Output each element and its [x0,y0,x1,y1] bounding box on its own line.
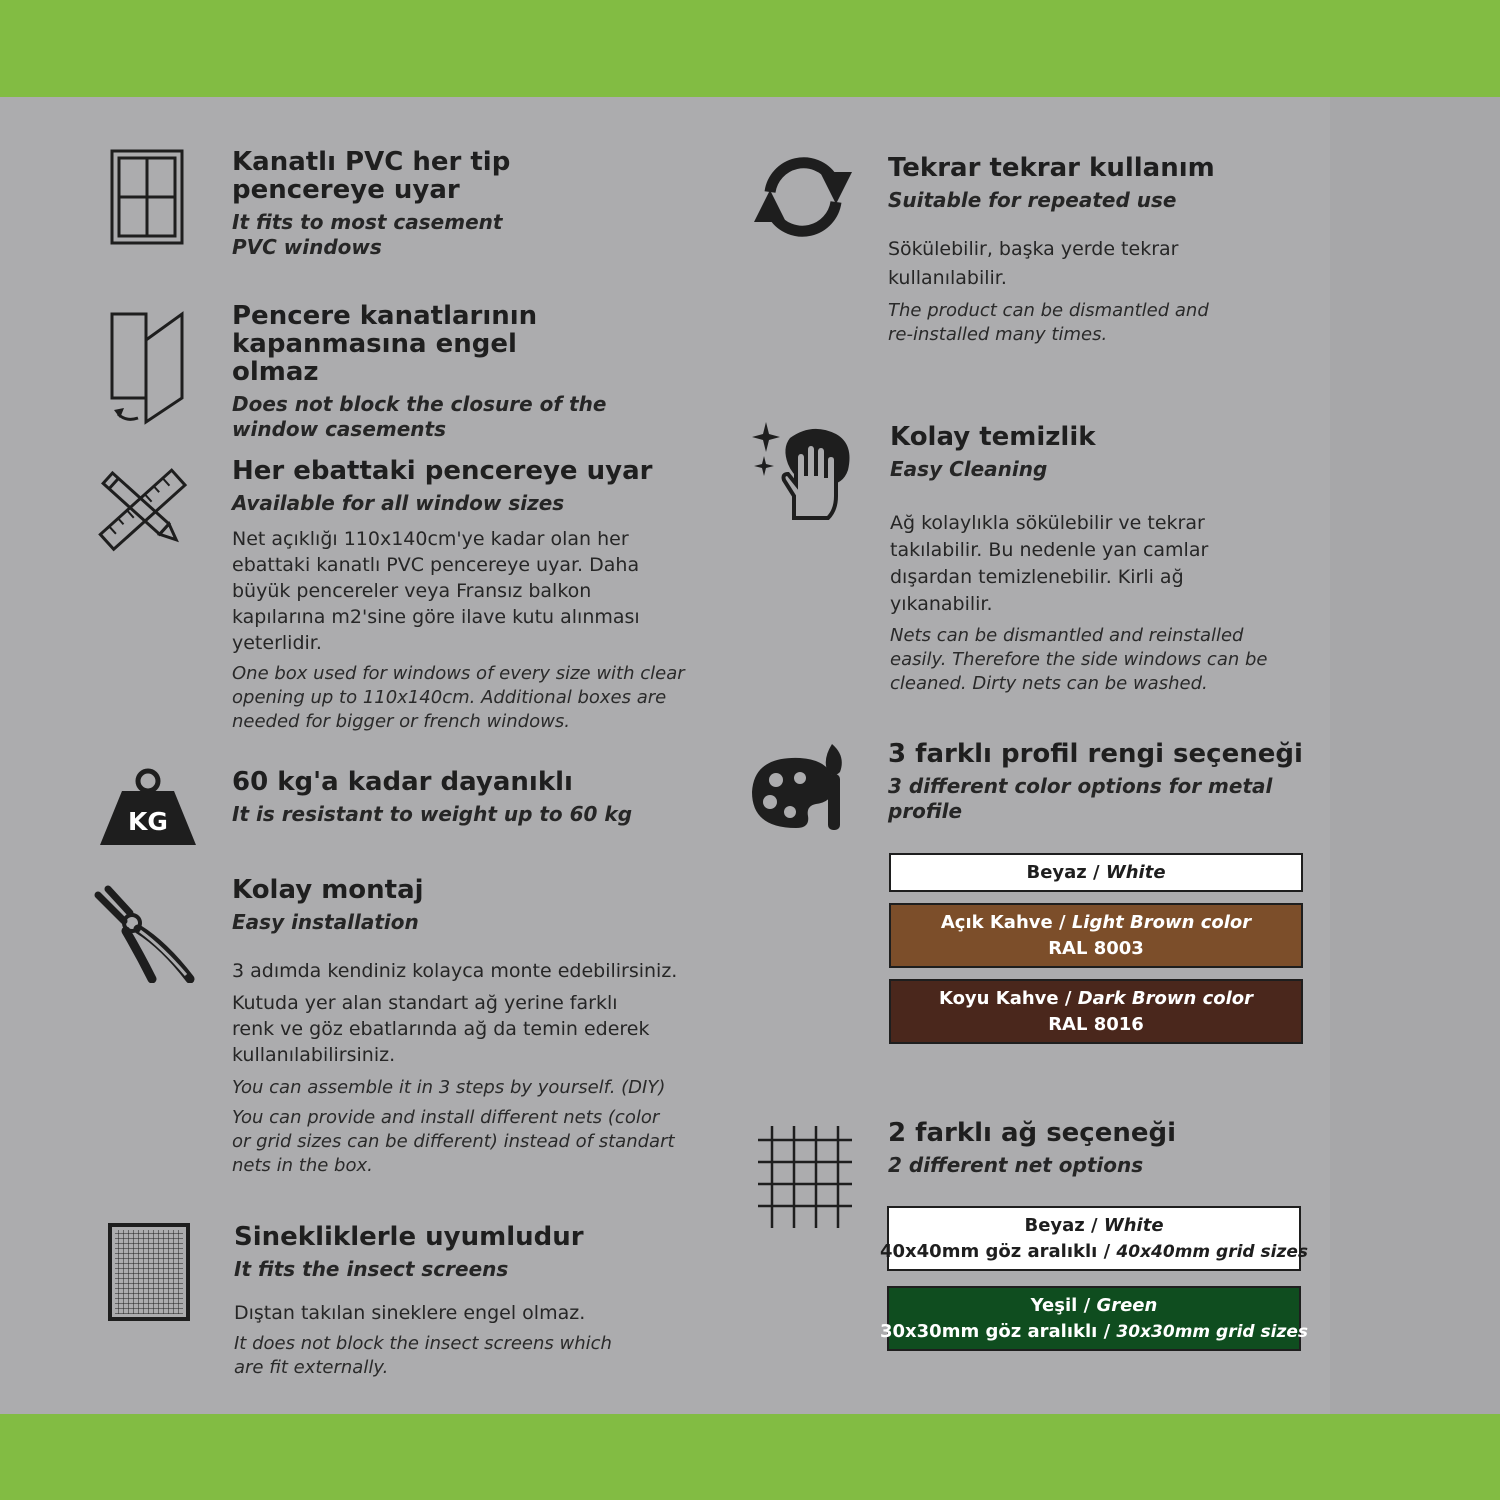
net-option-white [880,1206,1309,1271]
feature-title: Tekrar tekrar kullanım [888,153,1215,183]
feature-net-options [888,1119,1308,1178]
option-size-tr: 40x40mm göz aralıklı [880,1240,1098,1262]
option-en: Dark Brown color [1077,987,1254,1009]
feature-subtitle: 3 different color options for metal profile [888,774,1273,823]
window-icon [110,149,184,245]
separator: / [1058,987,1078,1009]
feature-body: Sökülebilir, başka yerde tekrar kullanılabilir. [888,238,1179,289]
separator: / [1086,861,1106,883]
option-ral: RAL 8016 [1048,1013,1144,1035]
casement-icon [108,310,188,426]
feature-insect-screens [234,1223,694,1380]
option-en: White [1105,861,1166,883]
feature-pvc-windows [232,148,692,260]
feature-weight [232,768,702,827]
separator: / [1084,1214,1104,1236]
feature-subtitle: Suitable for repeated use [888,188,1177,212]
feature-body-en: One box used for windows of every size with clear opening up to 110x140cm. Additional boxes are needed for bigger or french windows. [232,663,685,732]
feature-subtitle: It fits to most casement PVC windows [232,210,503,259]
feature-body: 3 adımda kendiniz kolayca monte edebilirsiniz. [232,960,678,982]
option-size-tr: 30x30mm göz aralıklı [880,1320,1098,1342]
bottom-green-band [0,1414,1500,1500]
profile-color-dark-brown [889,979,1303,1044]
feature-title: 2 farklı ağ seçeneği [888,1118,1177,1148]
grid-net-icon [756,1124,854,1230]
separator: / [1052,911,1072,933]
option-tr: Yeşil [1030,1294,1078,1316]
weight-icon-label: KG [128,807,168,836]
feature-body-en-2: You can provide and install different nets (color or grid sizes can be different) instead of standart nets in the box. [232,1107,675,1176]
profile-color-white [889,853,1303,892]
option-en: White [1103,1214,1164,1236]
feature-title: Kolay temizlik [890,422,1096,452]
feature-body-en: Nets can be dismantled and reinstalled easily. Therefore the side windows can be cleaned. Dirty nets can be washed. [890,625,1268,694]
option-tr: Beyaz [1026,861,1087,883]
feature-subtitle: Easy installation [232,910,419,934]
feature-repeated-use [888,154,1308,347]
top-green-band [0,0,1500,97]
option-tr: Koyu Kahve [938,987,1059,1009]
feature-title: 3 farklı profil rengi seçeneği [888,739,1303,769]
feature-title: Pencere kanatlarının kapanmasına engel olmaz [232,301,538,387]
feature-body-2: Kutuda yer alan standart ağ yerine farklı renk ve göz ebatlarında ağ da temin ederek kullanılabilirsiniz. [232,992,650,1066]
feature-subtitle: 2 different net options [888,1153,1144,1177]
feature-installation [232,876,702,1178]
feature-subtitle: Available for all window sizes [232,491,565,515]
option-ral: RAL 8003 [1048,937,1144,959]
option-tr: Açık Kahve [940,911,1053,933]
refresh-icon [750,152,856,242]
palette-icon [750,742,854,832]
feature-subtitle: Does not block the closure of the window casements [232,392,607,441]
option-tr: Beyaz [1024,1214,1085,1236]
panel-edge [1330,97,1500,1414]
weight-icon [100,767,196,845]
feature-body: Ağ kolaylıkla sökülebilir ve tekrar takılabilir. Bu nedenle yan camlar dışardan temizlenebilir. Kirli ağ yıkanabilir. [890,512,1209,615]
feature-easy-cleaning [890,423,1310,696]
feature-title: Sinekliklerle uyumludur [234,1222,584,1252]
feature-body-en: The product can be dismantled and re-installed many times. [888,300,1209,345]
cleaning-hand-icon [750,420,854,522]
pliers-icon [94,885,198,983]
option-size-en: 40x40mm grid sizes [1116,1241,1309,1262]
option-en: Light Brown color [1071,911,1252,933]
separator: / [1097,1240,1117,1262]
feature-body-en: You can assemble it in 3 steps by yourself. (DIY) [232,1077,666,1098]
option-en: Green [1096,1294,1158,1316]
feature-title: Kanatlı PVC her tip pencereye uyar [232,147,511,205]
feature-body-en: It does not block the insect screens which are fit externally. [234,1333,612,1378]
feature-subtitle: It fits the insect screens [234,1257,509,1281]
feature-body: Dıştan takılan sineklere engel olmaz. [234,1302,586,1324]
feature-subtitle: Easy Cleaning [890,457,1048,481]
feature-profile-colors [888,740,1308,824]
insect-screen-icon [108,1223,190,1321]
feature-body: Net açıklığı 110x140cm'ye kadar olan her ebattaki kanatlı PVC pencereye uyar. Daha büyük pencereler veya Fransız balkon kapılarına m2'sine göre ilave kutu alınması yeterlidir. [232,528,640,654]
profile-color-light-brown [889,903,1303,968]
feature-title: Her ebattaki pencereye uyar [232,456,653,486]
feature-all-sizes [232,457,702,734]
separator: / [1097,1320,1117,1342]
feature-casement [232,302,692,442]
separator: / [1077,1294,1097,1316]
feature-title: 60 kg'a kadar dayanıklı [232,767,573,797]
option-size-en: 30x30mm grid sizes [1116,1321,1309,1342]
net-option-green [880,1286,1309,1351]
ruler-pencil-icon [96,466,188,552]
feature-title: Kolay montaj [232,875,424,905]
feature-subtitle: It is resistant to weight up to 60 kg [232,802,633,826]
